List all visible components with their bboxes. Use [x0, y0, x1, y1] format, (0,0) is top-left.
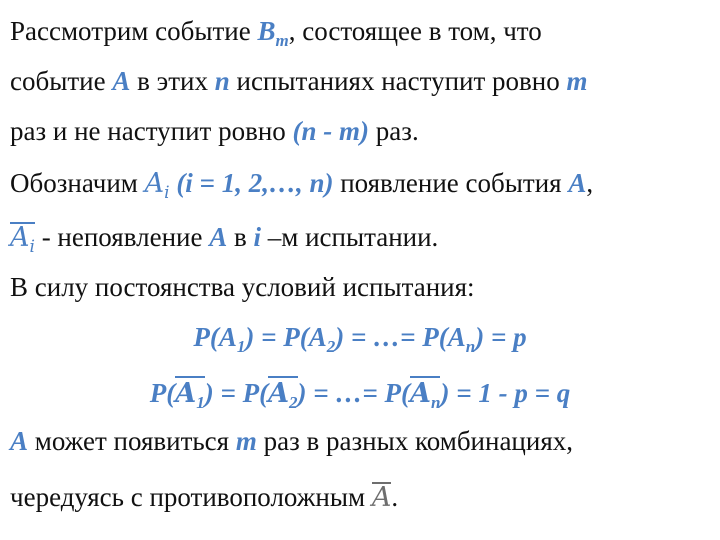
text: –м испытании. — [260, 222, 439, 252]
var-a: A — [268, 378, 290, 409]
var-m: m — [566, 66, 588, 96]
sub-2: 2 — [289, 393, 298, 412]
index-range: (i = 1, 2,…, n) — [169, 168, 334, 198]
sub-m: m — [275, 31, 289, 50]
sub-2: 2 — [326, 337, 336, 356]
text: - непоявление — [34, 222, 210, 252]
text: появление события — [333, 168, 569, 198]
var-a: A — [112, 66, 131, 96]
var-a: A — [410, 378, 431, 409]
var-b: B — [257, 16, 276, 46]
var-i: i — [253, 222, 261, 252]
var-a: A — [10, 222, 30, 253]
text-line-3 — [10, 114, 419, 148]
var-a-i-bar — [10, 222, 35, 257]
a2-bar — [268, 376, 298, 412]
formula-probability-p — [0, 320, 720, 354]
formula-part: P( — [149, 378, 176, 408]
text: , — [586, 168, 594, 198]
var-a: A — [175, 378, 197, 409]
event-b-m — [257, 16, 289, 50]
formula-part: ) = p — [475, 322, 527, 352]
var-n: n — [214, 66, 230, 96]
sub-n: n — [430, 393, 441, 412]
var-m: m — [235, 426, 257, 456]
text-line-4 — [10, 166, 593, 201]
var-a-bar: A — [371, 482, 392, 513]
text: Рассмотрим событие — [10, 16, 258, 46]
sub-i: i — [164, 183, 170, 203]
text-line-6 — [10, 270, 475, 304]
var-a: A — [568, 168, 587, 198]
text: Обозначим — [10, 168, 145, 198]
sub-1: 1 — [196, 393, 205, 412]
text: В силу постоянства условий испытания: — [10, 272, 475, 302]
text-line-2 — [10, 64, 587, 98]
formula-part: ) = …= P(A — [335, 322, 466, 352]
var-a: A — [10, 426, 29, 456]
text: раз в разных комбинациях, — [256, 426, 574, 456]
text: раз и не наступит ровно — [10, 116, 293, 146]
text: в этих — [130, 66, 215, 96]
sub-1: 1 — [236, 337, 246, 356]
expr-n-minus-m: (n - m) — [292, 116, 370, 146]
text-line-10 — [10, 480, 398, 514]
text: в — [227, 222, 254, 252]
a1-bar — [175, 376, 205, 412]
text: , состоящее в том, что — [288, 16, 542, 46]
text: событие — [10, 66, 113, 96]
text-line-9 — [10, 424, 573, 458]
formula-part: ) = P(A — [245, 322, 327, 352]
an-bar — [410, 376, 441, 412]
formula-part: ) = 1 - p = q — [440, 378, 571, 408]
sub-n: n — [465, 337, 476, 356]
formula-part: P(A — [193, 322, 237, 352]
text-line-5 — [10, 220, 439, 257]
var-a-i — [144, 168, 170, 203]
text-line-1 — [10, 14, 542, 48]
text: раз. — [369, 116, 419, 146]
text: . — [391, 482, 399, 512]
var-a: A — [144, 168, 165, 199]
formula-probability-q — [0, 376, 720, 410]
text: чередуясь с противоположным — [10, 482, 372, 512]
sub-i: i — [29, 237, 35, 257]
formula-part: ) = P( — [204, 378, 269, 408]
formula-part: ) = …= P( — [297, 378, 411, 408]
text: может появиться — [28, 426, 236, 456]
var-a: A — [209, 222, 228, 252]
text: испытаниях наступит ровно — [229, 66, 567, 96]
